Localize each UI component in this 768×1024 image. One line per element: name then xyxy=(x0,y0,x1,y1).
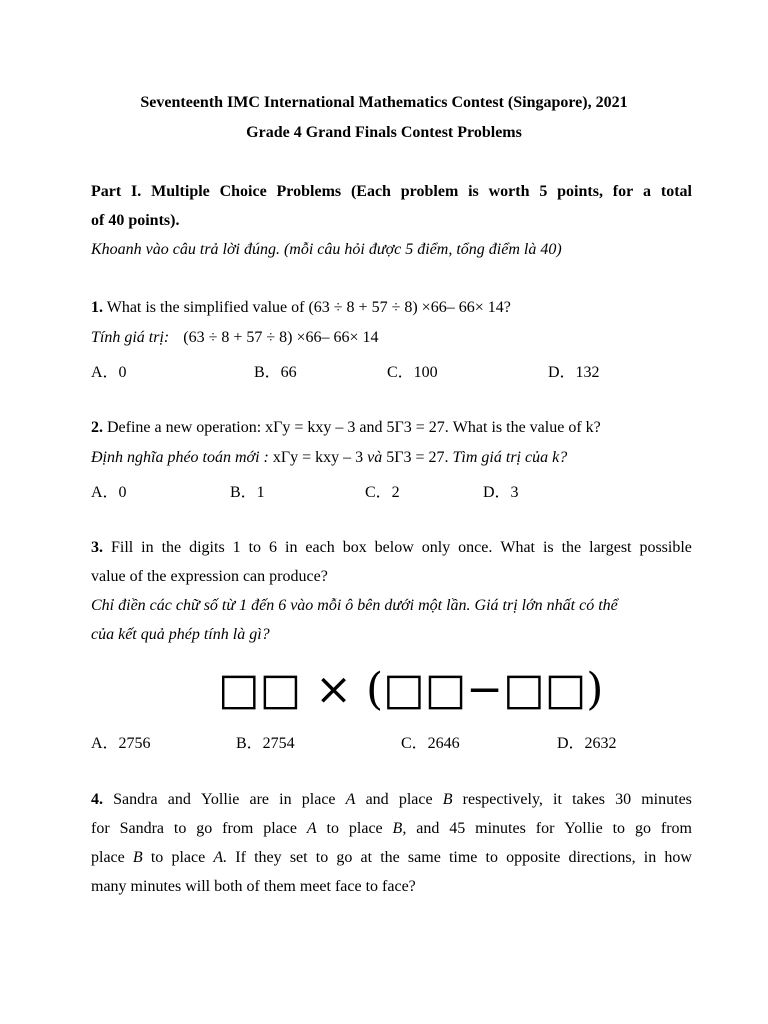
text-word: go xyxy=(336,849,353,866)
question-3-line2: value of the expression can produce? xyxy=(91,568,328,585)
text-word: Sandra xyxy=(119,820,164,837)
text-segment: What is the simplified value of (63 ÷ 8 + 57 ÷ 8) ×66– 66× 14? xyxy=(103,299,511,316)
text-word: to xyxy=(173,820,187,837)
part-title-line1 xyxy=(91,183,692,201)
text-word: to xyxy=(612,820,626,837)
text-segment: và xyxy=(363,449,387,466)
text-word: largest xyxy=(589,539,632,556)
text-word: the xyxy=(380,849,400,866)
text-word: for xyxy=(612,183,634,200)
question-4-line2 xyxy=(91,820,692,838)
text-word: to xyxy=(248,539,262,556)
text-word: to xyxy=(315,849,329,866)
text-word: problem xyxy=(400,183,459,200)
q1-option-c: C．100 xyxy=(387,364,438,381)
text-word: they xyxy=(254,849,282,866)
text-word: place xyxy=(263,820,297,837)
text-word: box xyxy=(342,539,367,556)
text-segment: Định nghĩa phéo toán mới : xyxy=(91,449,273,466)
text-word: 5 xyxy=(539,183,548,200)
text-word: Yollie xyxy=(564,820,603,837)
q1-option-d: D．132 xyxy=(548,364,600,381)
text-word: to xyxy=(485,849,498,866)
text-word: same xyxy=(407,849,441,866)
question-1 xyxy=(91,299,511,317)
text-word: to xyxy=(326,820,339,837)
text-segment: Tìm giá trị của k? xyxy=(448,449,568,466)
text-word: 1 xyxy=(232,539,241,556)
text-word: A. xyxy=(213,849,228,866)
part-instructions-vn: Khoanh vào câu trả lời đúng. (mỗi câu hỏi được 5 điểm, tổng điểm là 40) xyxy=(91,241,562,258)
text-word: 45 xyxy=(449,820,466,837)
text-word: minutes xyxy=(475,820,526,837)
text-word: in xyxy=(643,849,657,866)
text-word: worth xyxy=(488,183,530,200)
text-word: digits xyxy=(189,539,225,556)
text-segment: xΓy = kxy – 3 xyxy=(272,449,364,466)
question-1-vn xyxy=(91,329,379,347)
q2-option-a: A．0 xyxy=(91,484,127,501)
text-word: once. xyxy=(458,539,493,556)
text-word: below xyxy=(374,539,414,556)
text-word: (Each xyxy=(350,183,391,200)
text-word: place xyxy=(91,849,125,866)
q3-box-expression: □□ × (□□−□□) xyxy=(218,664,604,715)
text-word: only xyxy=(421,539,451,556)
text-word: B xyxy=(442,791,453,808)
text-word: place xyxy=(171,849,206,866)
text-word: B xyxy=(132,849,143,866)
text-word: possible xyxy=(639,539,692,556)
q1-option-a: A．0 xyxy=(91,364,127,381)
text-word: the xyxy=(161,539,182,556)
question-2-vn xyxy=(91,449,567,467)
text-word: minutes xyxy=(641,791,692,808)
text-word: I. xyxy=(131,183,142,200)
q3-option-c: C．2646 xyxy=(401,735,460,752)
text-word: each xyxy=(305,539,335,556)
contest-subtitle: Grade 4 Grand Finals Contest Problems xyxy=(246,124,522,141)
text-word: at xyxy=(360,849,373,866)
text-word: set xyxy=(289,849,308,866)
text-word: and xyxy=(365,791,389,808)
text-word: A xyxy=(345,791,356,808)
text-segment: Tính giá trị: xyxy=(91,329,170,346)
question-4-line1 xyxy=(91,791,692,809)
text-word: a xyxy=(643,183,652,200)
question-3-vn-line1: Chỉ điền các chữ số từ 1 đến 6 vào mỗi ô bên dưới một lần. Giá trị lớn nhất có thể xyxy=(91,597,618,614)
text-word: Choice xyxy=(219,183,267,200)
text-word: Part xyxy=(91,183,122,200)
text-word: Problems xyxy=(276,183,342,200)
text-word: from xyxy=(660,820,692,837)
text-word: place xyxy=(398,791,433,808)
text-word: B, xyxy=(392,820,407,837)
text-word: for xyxy=(535,820,555,837)
text-word: it xyxy=(553,791,562,808)
text-word: in xyxy=(279,791,292,808)
text-word: is xyxy=(468,183,479,200)
text-word: is xyxy=(542,539,554,556)
text-word: If xyxy=(235,849,246,866)
text-word: to xyxy=(150,849,164,866)
text-word: total xyxy=(660,183,692,200)
text-word: Yollie xyxy=(200,791,240,808)
text-word: opposite xyxy=(506,849,561,866)
contest-title: Seventeenth IMC International Mathematics Contest (Singapore), 2021 xyxy=(140,94,628,111)
text-word: 30 xyxy=(615,791,632,808)
text-word: place xyxy=(301,791,336,808)
text-segment: 1. xyxy=(91,299,103,316)
text-word: how xyxy=(664,849,692,866)
q2-option-d: D．3 xyxy=(483,484,519,501)
text-word: from xyxy=(222,820,254,837)
text-word: Fill xyxy=(110,539,134,556)
text-word: in xyxy=(141,539,154,556)
text-segment: 2. xyxy=(91,419,103,436)
question-4-line3 xyxy=(91,849,692,867)
q3-option-d: D．2632 xyxy=(557,735,617,752)
text-word: are xyxy=(249,791,270,808)
text-word: 3. xyxy=(91,539,103,556)
text-segment: Define a new operation: xΓy = kxy – 3 and 5Γ3 = 27. What is the value of k? xyxy=(103,419,601,436)
q2-option-c: C．2 xyxy=(365,484,400,501)
text-word: the xyxy=(561,539,582,556)
text-word: respectively, xyxy=(462,791,543,808)
text-word: 4. xyxy=(91,791,103,808)
q3-option-a: A．2756 xyxy=(91,735,151,752)
text-word: directions, xyxy=(568,849,636,866)
question-3-vn-line2: của kết quả phép tính là gì? xyxy=(91,626,270,643)
text-word: takes xyxy=(572,791,605,808)
q1-option-b: B．66 xyxy=(254,364,297,381)
text-word: go xyxy=(196,820,213,837)
text-word: and xyxy=(167,791,191,808)
text-word: Sandra xyxy=(113,791,158,808)
text-word: go xyxy=(634,820,651,837)
text-word: for xyxy=(91,820,110,837)
text-word: time xyxy=(448,849,478,866)
text-word: and xyxy=(416,820,440,837)
question-3-line1 xyxy=(91,539,692,557)
text-word: 6 xyxy=(269,539,278,556)
text-segment: 5Γ3 = 27. xyxy=(386,449,449,466)
text-word: What xyxy=(500,539,535,556)
text-word: A xyxy=(306,820,317,837)
text-word: in xyxy=(285,539,298,556)
part-title-line2: of 40 points). xyxy=(91,212,180,229)
q2-option-b: B．1 xyxy=(230,484,265,501)
q3-option-b: B．2754 xyxy=(236,735,295,752)
text-segment: (63 ÷ 8 + 57 ÷ 8) ×66– 66× 14 xyxy=(183,329,379,346)
text-word: Multiple xyxy=(151,183,210,200)
text-word: points, xyxy=(557,183,603,200)
text-word: place xyxy=(348,820,383,837)
question-2 xyxy=(91,419,601,437)
question-4-line4: many minutes will both of them meet face to face? xyxy=(91,878,416,895)
